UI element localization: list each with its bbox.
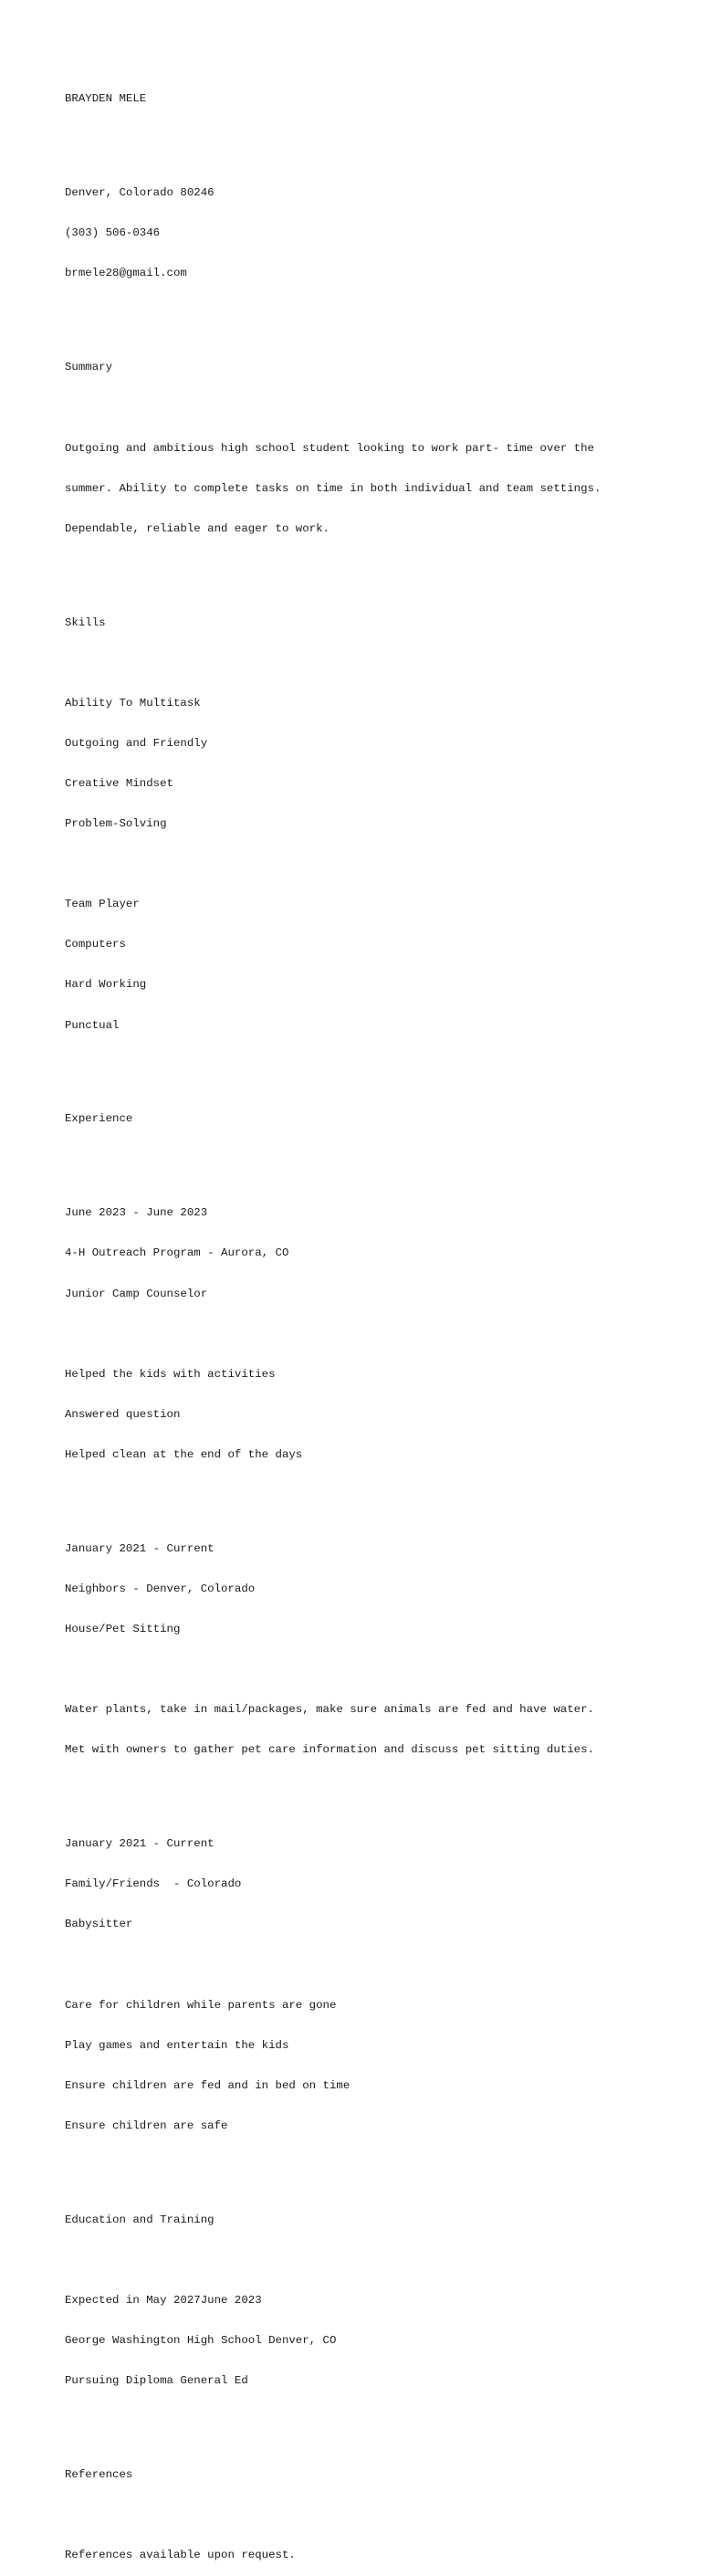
job-detail: Helped the kids with activities (65, 1367, 276, 1381)
skill-item: Hard Working (65, 978, 147, 992)
job-dates: January 2021 - Current (65, 1837, 214, 1851)
job-title: House/Pet Sitting (65, 1623, 181, 1635)
education-dates: Expected in May 2027June 2023 (65, 2293, 262, 2307)
spacer (65, 308, 685, 321)
spacer (65, 1488, 685, 1502)
skill-item: Punctual (65, 1018, 120, 1032)
spacer (65, 2160, 685, 2173)
spacer (65, 1153, 685, 1167)
skill-item: Ability To Multitask (65, 696, 201, 710)
resume-name: BRAYDEN MELE (65, 92, 147, 106)
spacer (65, 657, 685, 670)
skill-item: Problem-Solving (65, 817, 167, 831)
job-detail: Helped clean at the end of the days (65, 1447, 303, 1461)
skill-item: Outgoing and Friendly (65, 736, 208, 750)
references-heading: References (65, 2467, 133, 2481)
contact-email: brmele28@gmail.com (65, 267, 187, 280)
job-detail: Water plants, take in mail/packages, make sure animals are fed and have water. (65, 1703, 594, 1717)
education-school: George Washington High School Denver, CO (65, 2334, 337, 2347)
spacer (65, 1783, 685, 1797)
summary-line: summer. Ability to complete tasks on time in both individual and team settings. (65, 481, 602, 495)
summary-line: Dependable, reliable and eager to work. (65, 521, 330, 535)
job-org: Family/Friends - Colorado (65, 1877, 242, 1891)
contact-location: Denver, Colorado 80246 (65, 186, 214, 200)
spacer (65, 2414, 685, 2428)
spacer (65, 1059, 685, 1073)
education-program: Pursuing Diploma General Ed (65, 2374, 248, 2388)
job-detail: Ensure children are fed and in bed on time (65, 2078, 350, 2092)
spacer (65, 2508, 685, 2522)
summary-heading: Summary (65, 361, 113, 374)
skills-heading: Skills (65, 615, 106, 629)
references-text: References available upon request. (65, 2549, 296, 2562)
skill-item: Computers (65, 938, 126, 952)
job-title: Babysitter (65, 1918, 133, 1931)
spacer (65, 563, 685, 576)
summary-line: Outgoing and ambitious high school student looking to work part- time over the (65, 441, 594, 455)
resume-document (65, 66, 685, 2576)
contact-phone: (303) 506-0346 (65, 226, 161, 240)
job-title: Junior Camp Counselor (65, 1287, 208, 1300)
skill-item: Creative Mindset (65, 777, 173, 791)
spacer (65, 133, 685, 147)
job-detail: Answered question (65, 1407, 181, 1421)
spacer (65, 2254, 685, 2267)
job-dates: January 2021 - Current (65, 1541, 214, 1555)
spacer (65, 1663, 685, 1677)
experience-heading: Experience (65, 1112, 133, 1126)
spacer (65, 857, 685, 871)
spacer (65, 1958, 685, 1971)
job-dates: June 2023 - June 2023 (65, 1206, 208, 1220)
education-heading: Education and Training (65, 2213, 214, 2226)
job-org: 4-H Outreach Program - Aurora, CO (65, 1246, 289, 1260)
job-detail: Met with owners to gather pet care information and discuss pet sitting duties. (65, 1743, 594, 1757)
spacer (65, 401, 685, 415)
job-detail: Ensure children are safe (65, 2119, 228, 2132)
spacer (65, 1328, 685, 1341)
skill-item: Team Player (65, 898, 140, 911)
job-detail: Care for children while parents are gone (65, 1998, 337, 2012)
job-org: Neighbors - Denver, Colorado (65, 1582, 256, 1595)
job-detail: Play games and entertain the kids (65, 2038, 289, 2052)
